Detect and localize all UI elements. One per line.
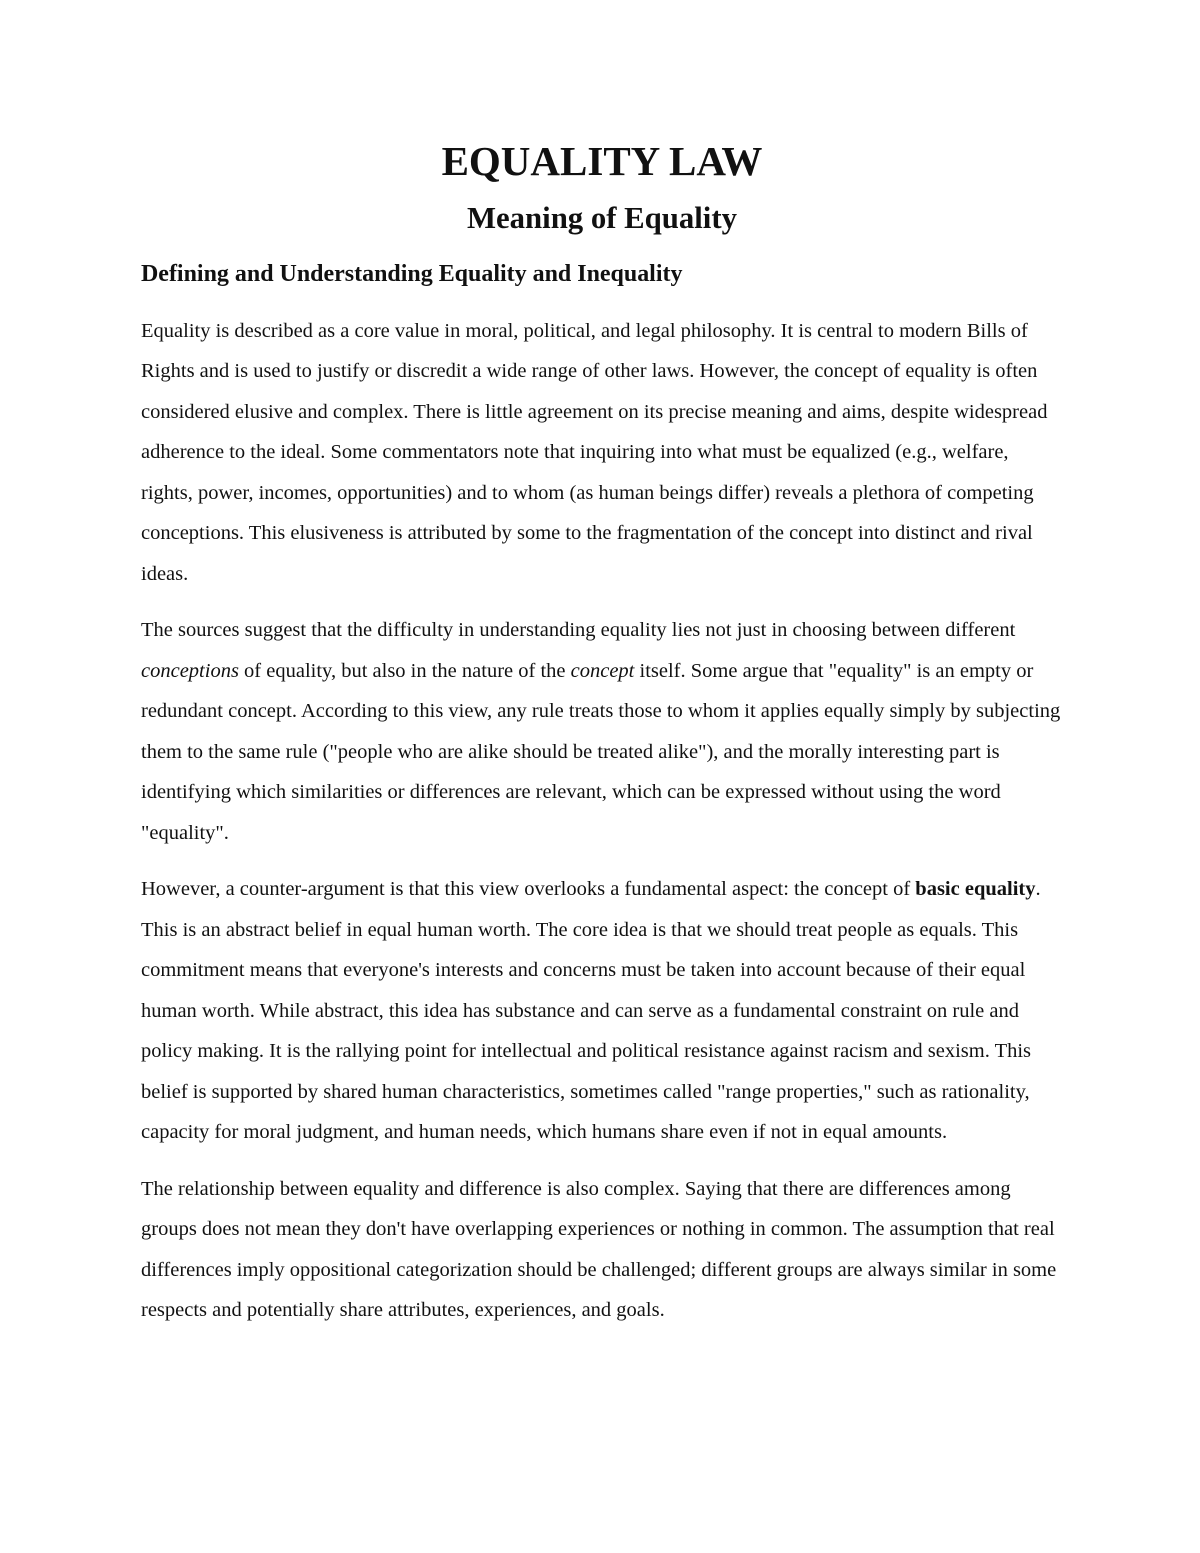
paragraph-2-text-c: of equality, but also in the nature of the bbox=[238, 659, 571, 682]
paragraph-2-emphasis-conceptions: conceptions bbox=[141, 659, 239, 682]
paragraph-4: The relationship between equality and difference is also complex. Saying that there are differences among groups does not mean they don't have overlapping experiences or nothing in common. The assumption that real differences imply oppositional categorization should be challenged; different groups are always similar in some respects and potentially share attributes, experiences, and goals. bbox=[141, 1177, 1057, 1321]
document-title: EQUALITY LAW bbox=[441, 138, 763, 184]
paragraph-1: Equality is described as a core value in moral, political, and legal philosophy. It is central to modern Bills of Rights and is used to justify or discredit a wide range of other laws. However, the concept of equality is often considered elusive and complex. There is little agreement on its precise meaning and aims, despite widespread adherence to the ideal. Some commentators note that inquiring into what must be equalized (e.g., welfare, rights, power, incomes, opportunities) and to whom (as human beings differ) reveals a plethora of competing conceptions. This elusiveness is attributed by some to the fragmentation of the concept into distinct and rival ideas. bbox=[141, 319, 1048, 585]
paragraph-2-emphasis-concept: concept bbox=[570, 659, 635, 682]
paragraph-2-text-e: itself. Some argue that "equality" is an empty or redundant concept. According to this view, any rule treats those to whom it applies equally simply by subjecting them to the same rule ("people who are alike should be treated alike"), and the morally interesting part is identifying which similarities or differences are relevant, which can be expressed without using the word "equality". bbox=[141, 659, 1061, 844]
section-heading: Defining and Understanding Equality and Inequality bbox=[141, 261, 683, 287]
paragraph-2 bbox=[141, 610, 1063, 853]
paragraph-3 bbox=[141, 869, 1063, 1153]
paragraph-3-text-c: . This is an abstract belief in equal human worth. The core idea is that we should treat people as equals. This commitment means that everyone's interests and concerns must be taken into account because of their equal human worth. While abstract, this idea has substance and can serve as a fundamental constraint on rule and policy making. It is the rallying point for intellectual and political resistance against racism and sexism. This belief is supported by shared human characteristics, sometimes called "range properties," such as rationality, capacity for moral judgment, and human needs, which humans share even if not in equal amounts. bbox=[141, 878, 1041, 1143]
document-subtitle: Meaning of Equality bbox=[467, 200, 737, 235]
paragraph-3-strong-basic-equality: basic equality bbox=[915, 878, 1036, 900]
paragraph-3-text-a: However, a counter-argument is that this view overlooks a fundamental aspect: the concept of bbox=[141, 878, 916, 900]
paragraph-2-text-a: The sources suggest that the difficulty in understanding equality lies not just in choosing between different bbox=[141, 619, 1016, 641]
document-body bbox=[141, 138, 1063, 1331]
